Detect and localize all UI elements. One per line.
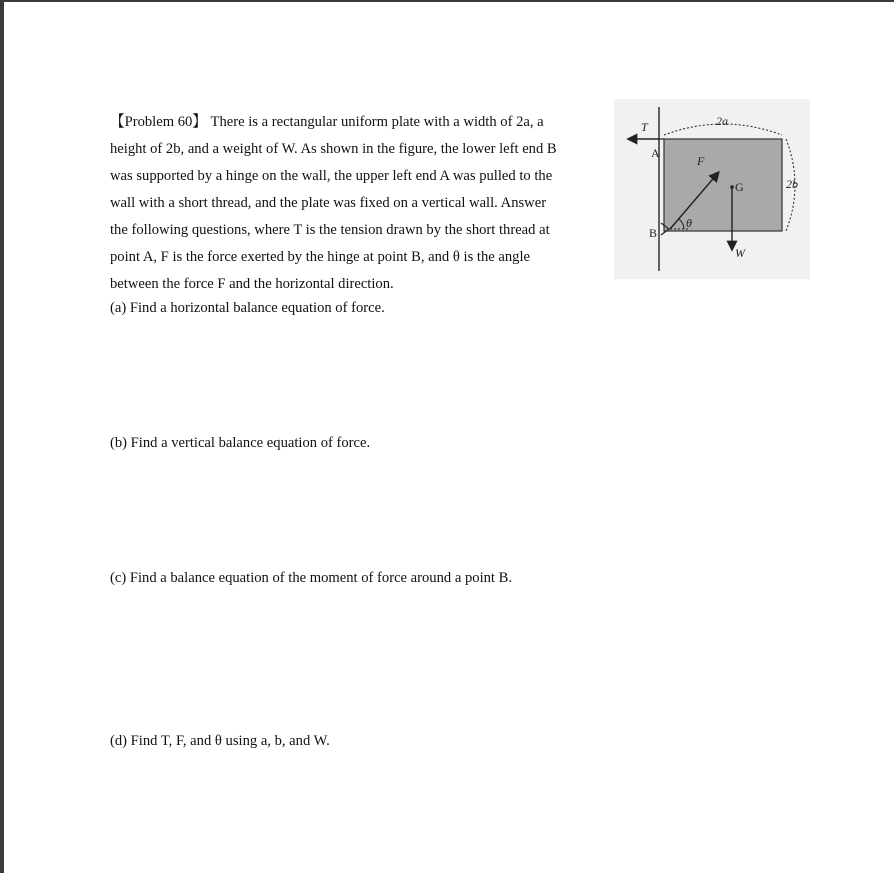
question-d: (d) Find T, F, and θ using a, b, and W. bbox=[110, 733, 330, 749]
problem-line-5: the following questions, where T is the tension drawn by the short thread at bbox=[110, 222, 550, 238]
page-left-border bbox=[0, 0, 4, 873]
label-2a: 2a bbox=[716, 114, 728, 128]
question-b: (b) Find a vertical balance equation of force. bbox=[110, 435, 371, 451]
problem-statement bbox=[110, 109, 603, 298]
label-b: B bbox=[649, 226, 658, 240]
problem-line-6: point A, F is the force exerted by the hinge at point B, and θ is the angle bbox=[110, 249, 530, 265]
problem-line-4: wall with a short thread, and the plate was fixed on a vertical wall. Answer bbox=[110, 195, 547, 211]
label-f: F bbox=[697, 154, 705, 168]
label-g: G bbox=[735, 180, 744, 194]
problem-line-2: height of 2b, and a weight of W. As shown in the figure, the lower left end B bbox=[110, 141, 557, 157]
label-w: W bbox=[735, 246, 745, 260]
problem-line-7: between the force F and the horizontal direction. bbox=[110, 276, 394, 292]
plate-figure bbox=[614, 99, 810, 279]
problem-line-3: was supported by a hinge on the wall, the upper left end A was pulled to the bbox=[110, 168, 553, 184]
problem-line-1: 【Problem 60】 There is a rectangular uniform plate with a width of 2a, a bbox=[110, 114, 544, 130]
page-top-border bbox=[0, 0, 894, 2]
label-t: T bbox=[641, 120, 648, 134]
label-a: A bbox=[651, 146, 660, 160]
question-c: (c) Find a balance equation of the moment of force around a point B. bbox=[110, 570, 513, 586]
problem-title: 【Problem 60】 bbox=[110, 114, 207, 130]
plate-rect bbox=[664, 139, 782, 231]
question-a: (a) Find a horizontal balance equation of force. bbox=[110, 300, 385, 316]
label-theta: θ bbox=[686, 216, 692, 230]
label-2b: 2b bbox=[786, 177, 798, 191]
